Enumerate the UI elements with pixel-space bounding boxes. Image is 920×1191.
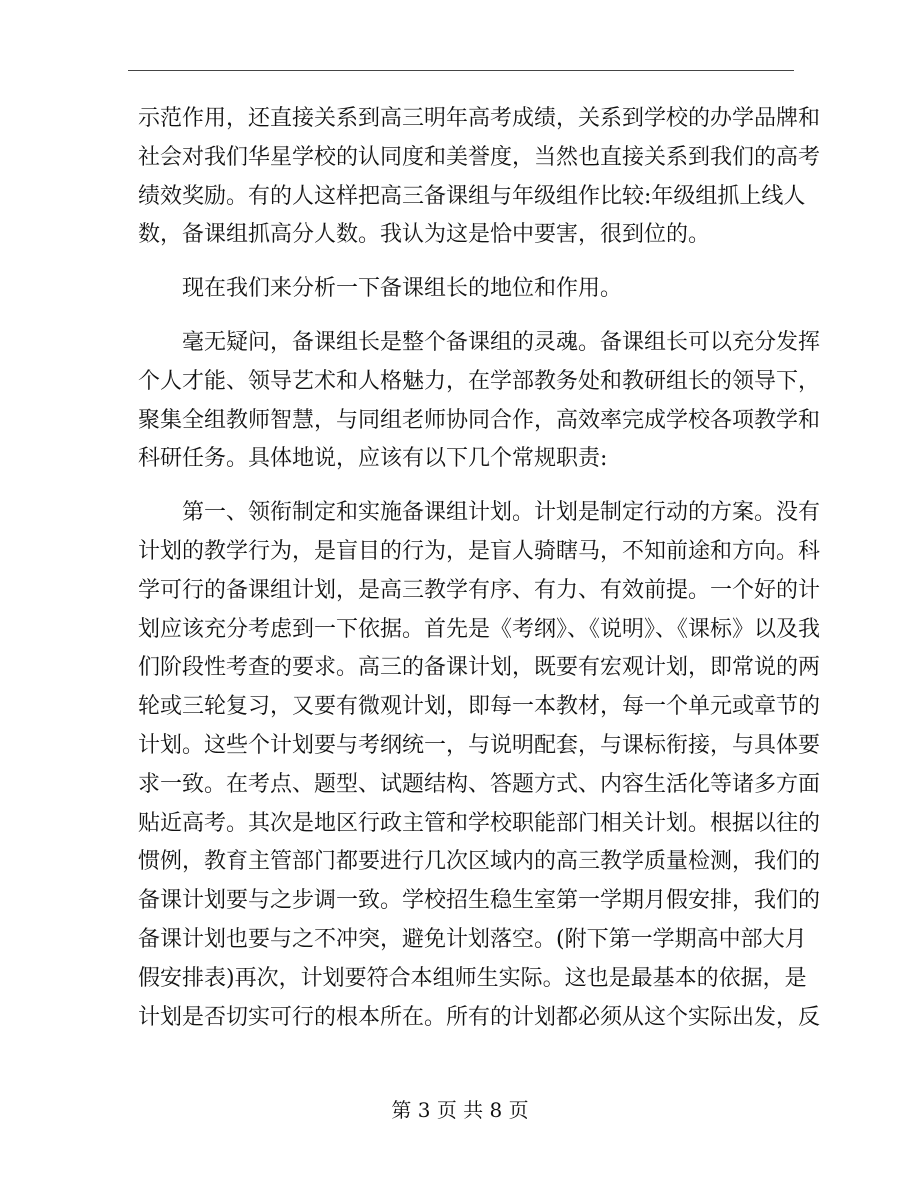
text-line: 惯例，教育主管部门都要进行几次区域内的高三教学质量检测，我们的 (138, 849, 821, 875)
text-line: 求一致。在考点、题型、试题结构、答题方式、内容生活化等诸多方面 (138, 771, 821, 797)
text-line: 轮或三轮复习，又要有微观计划，即每一本教材，每一个单元或章节的 (138, 694, 821, 720)
text-line: 个人才能、领导艺术和人格魅力，在学部教务处和教研组长的领导下， (138, 368, 821, 394)
paragraph-gap (138, 309, 798, 324)
text-line: 们阶段性考查的要求。高三的备课计划，既要有宏观计划，即常说的两 (138, 655, 821, 681)
paragraph (138, 100, 821, 255)
paragraph-gap (138, 479, 798, 494)
document-body (138, 100, 821, 1037)
text-line: 第一、领衔制定和实施备课组计划。计划是制定行动的方案。没有 (182, 500, 821, 526)
text-line: 聚集全组教师智慧，与同组老师协同合作，高效率完成学校各项教学和 (138, 407, 821, 433)
text-line: 贴近高考。其次是地区行政主管和学校职能部门相关计划。根据以往的 (138, 810, 821, 836)
text-line: 毫无疑问，备课组长是整个备课组的灵魂。备课组长可以充分发挥 (182, 329, 821, 355)
page-number: 第 3 页 共 8 页 (391, 1098, 529, 1122)
text-line: 划应该充分考虑到一下依据。首先是《考纲》、《说明》、《课标》以及我 (138, 616, 821, 642)
paragraph (138, 494, 821, 1037)
paragraph (138, 270, 798, 309)
paragraph-gap (138, 255, 798, 270)
text-line: 计划。这些个计划要与考纲统一，与说明配套，与课标衔接，与具体要 (138, 732, 821, 758)
text-line: 假安排表)再次，计划要符合本组师生实际。这也是最基本的依据，是 (138, 965, 807, 991)
header-rule (128, 70, 794, 71)
text-line: 绩效奖励。有的人这样把高三备课组与年级组作比较:年级组抓上线人 (138, 183, 806, 209)
text-line: 数，备课组抓高分人数。我认为这是恰中要害，很到位的。 (138, 222, 711, 248)
text-line: 现在我们来分析一下备课组长的地位和作用。 (182, 276, 623, 302)
text-line: 计划是否切实可行的根本所在。所有的计划都必须从这个实际出发，反 (138, 1004, 821, 1030)
text-line: 计划的教学行为，是盲目的行为，是盲人骑瞎马，不知前途和方向。科 (138, 538, 821, 564)
text-line: 科研任务。具体地说，应该有以下几个常规职责: (138, 446, 608, 472)
text-line: 备课计划要与之步调一致。学校招生稳生室第一学期月假安排，我们的 (138, 888, 821, 914)
text-line: 社会对我们华星学校的认同度和美誉度，当然也直接关系到我们的高考 (138, 144, 821, 170)
text-line: 示范作用，还直接关系到高三明年高考成绩，关系到学校的办学品牌和 (138, 106, 821, 131)
text-line: 学可行的备课组计划，是高三教学有序、有力、有效前提。一个好的计 (138, 577, 821, 603)
text-line: 备课计划也要与之不冲突，避免计划落空。(附下第一学期高中部大月 (138, 926, 807, 952)
paragraph (138, 324, 821, 479)
